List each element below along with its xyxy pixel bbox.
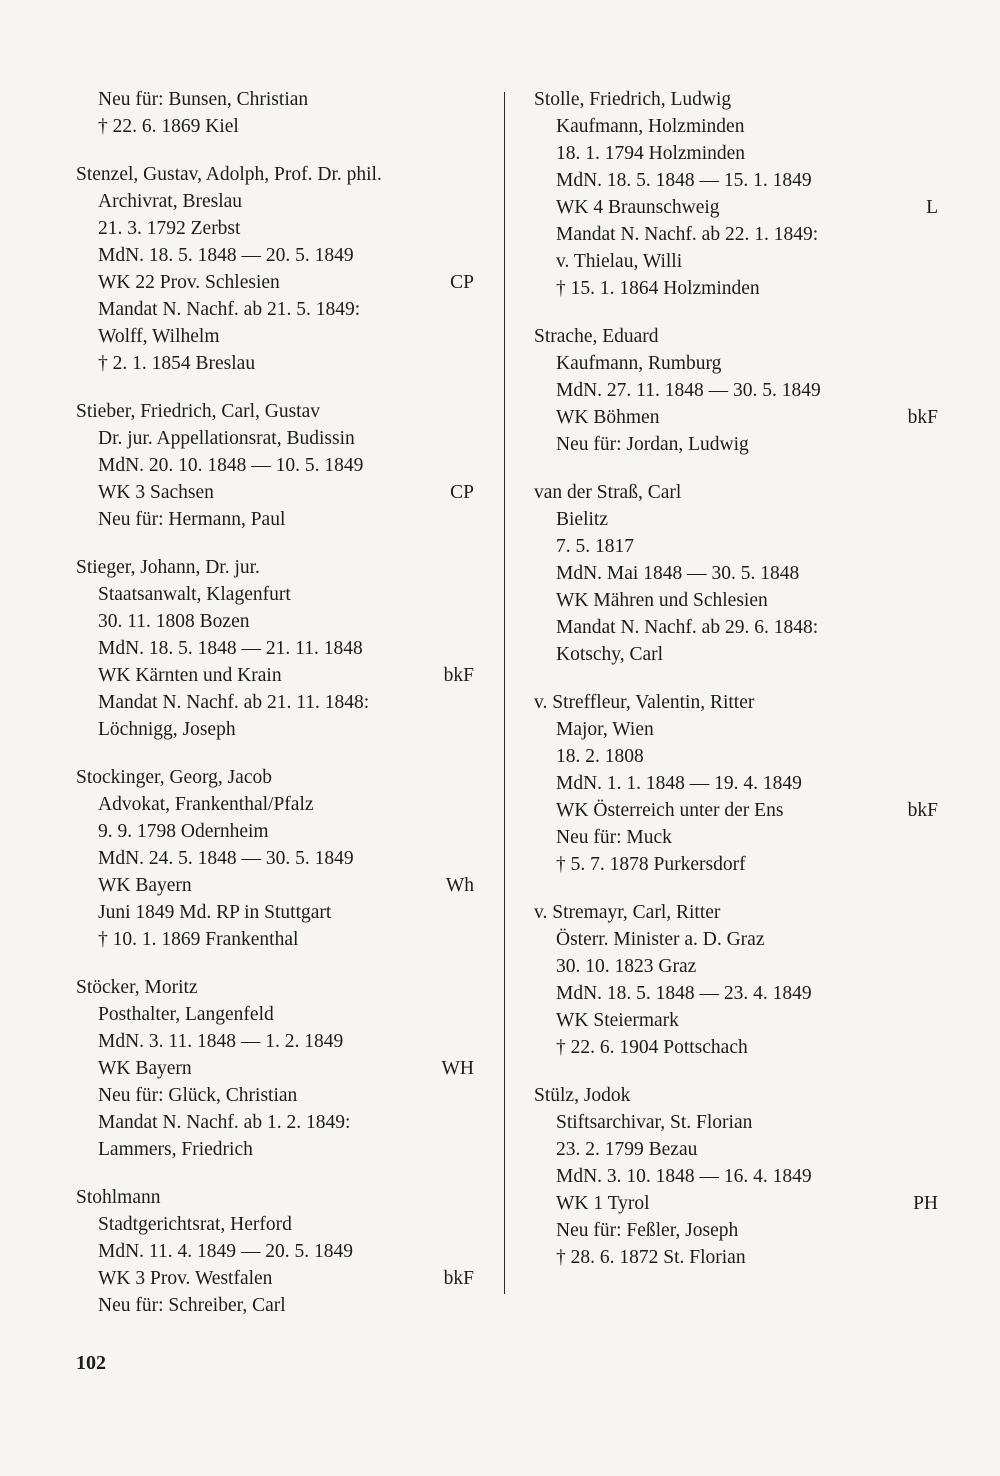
entry-detail-line <box>534 404 938 431</box>
line-text: Neu für: Muck <box>556 827 672 848</box>
line-text: Neu für: Schreiber, Carl <box>98 1295 286 1316</box>
entry-detail-line <box>76 1265 474 1292</box>
entry-detail-line <box>534 350 938 377</box>
entry-detail-line <box>534 1136 938 1163</box>
entry-name-line <box>534 86 938 113</box>
line-text: WK Österreich unter der Ens <box>556 800 784 821</box>
entry-name-line <box>76 554 474 581</box>
entry-detail-line <box>534 1034 938 1061</box>
entry-detail-line <box>534 560 938 587</box>
entry-detail-line <box>534 533 938 560</box>
entry-detail-line <box>534 194 938 221</box>
line-text: Mandat N. Nachf. ab 1. 2. 1849: <box>98 1112 351 1133</box>
entry-detail-line <box>534 1163 938 1190</box>
line-text: MdN. 3. 10. 1848 — 16. 4. 1849 <box>556 1166 812 1187</box>
line-text: Stöcker, Moritz <box>76 977 198 998</box>
line-text: Stieber, Friedrich, Carl, Gustav <box>76 401 320 422</box>
entry <box>76 398 474 533</box>
line-text: 9. 9. 1798 Odernheim <box>98 821 269 842</box>
entry-detail-line <box>534 641 938 668</box>
line-text: Stülz, Jodok <box>534 1085 631 1106</box>
entry-detail-line <box>76 689 474 716</box>
line-text: Neu für: Bunsen, Christian <box>98 89 309 110</box>
entry-detail-line <box>534 743 938 770</box>
entry-detail-line <box>76 1211 474 1238</box>
line-text: 18. 2. 1808 <box>556 746 644 767</box>
entry-detail-line <box>534 167 938 194</box>
entry-name-line <box>534 323 938 350</box>
line-text: Stenzel, Gustav, Adolph, Prof. Dr. phil. <box>76 164 382 185</box>
line-text: Mandat N. Nachf. ab 21. 11. 1848: <box>98 692 370 713</box>
entry-detail-line <box>534 1244 938 1271</box>
line-text: Staatsanwalt, Klagenfurt <box>98 584 291 605</box>
entry-name-line <box>76 398 474 425</box>
entry-detail-line <box>76 1136 474 1163</box>
entry-detail-line <box>76 635 474 662</box>
line-text: Archivrat, Breslau <box>98 191 243 212</box>
line-text: Stohlmann <box>76 1187 161 1208</box>
entry <box>76 161 474 377</box>
line-text: Kaufmann, Holzminden <box>556 116 745 137</box>
line-text: MdN. 11. 4. 1849 — 20. 5. 1849 <box>98 1241 353 1262</box>
line-text: † 2. 1. 1854 Breslau <box>98 353 256 374</box>
line-text: Kaufmann, Rumburg <box>556 353 722 374</box>
line-text: MdN. 20. 10. 1848 — 10. 5. 1849 <box>98 455 364 476</box>
entry-detail-line <box>534 221 938 248</box>
entry-detail-line <box>76 581 474 608</box>
entry <box>76 554 474 743</box>
entry-name-line <box>76 764 474 791</box>
entry-detail-line <box>76 506 474 533</box>
entry <box>534 1082 938 1271</box>
line-text: † 28. 6. 1872 St. Florian <box>556 1247 746 1268</box>
entry-name-line <box>534 1082 938 1109</box>
line-text: MdN. 18. 5. 1848 — 21. 11. 1848 <box>98 638 363 659</box>
line-text: MdN. 18. 5. 1848 — 15. 1. 1849 <box>556 170 812 191</box>
entry-detail-line <box>76 215 474 242</box>
line-text: WK Mähren und Schlesien <box>556 590 768 611</box>
entry-detail-line <box>76 716 474 743</box>
party-code: bkF <box>907 407 938 428</box>
line-text: WK Kärnten und Krain <box>98 665 282 686</box>
entry <box>76 764 474 953</box>
line-text: † 5. 7. 1878 Purkersdorf <box>556 854 746 875</box>
entry-name-line <box>534 479 938 506</box>
line-text: v. Streffleur, Valentin, Ritter <box>534 692 755 713</box>
party-code: WH <box>441 1058 474 1079</box>
entry-detail-line <box>76 1001 474 1028</box>
entry <box>76 86 474 140</box>
line-text: v. Thielau, Willi <box>556 251 683 272</box>
line-text: Neu für: Feßler, Joseph <box>556 1220 739 1241</box>
entry-detail-line <box>534 1217 938 1244</box>
entry-name-line <box>76 1184 474 1211</box>
entry-detail-line <box>534 953 938 980</box>
entry-detail-line <box>76 662 474 689</box>
line-text: Stolle, Friedrich, Ludwig <box>534 89 732 110</box>
entry-detail-line <box>534 275 938 302</box>
entry-detail-line <box>76 1055 474 1082</box>
line-text: Strache, Eduard <box>534 326 659 347</box>
line-text: Stadtgerichtsrat, Herford <box>98 1214 292 1235</box>
entry-detail-line <box>76 926 474 953</box>
party-code: CP <box>450 272 474 293</box>
line-text: 30. 10. 1823 Graz <box>556 956 697 977</box>
party-code: L <box>926 197 938 218</box>
line-text: Mandat N. Nachf. ab 22. 1. 1849: <box>556 224 819 245</box>
line-text: WK Bayern <box>98 875 192 896</box>
line-text: Neu für: Hermann, Paul <box>98 509 286 530</box>
entry-detail-line <box>76 1082 474 1109</box>
line-text: WK Böhmen <box>556 407 660 428</box>
line-text: 21. 3. 1792 Zerbst <box>98 218 241 239</box>
entry <box>76 974 474 1163</box>
entry-detail-line <box>534 113 938 140</box>
entry-detail-line <box>534 797 938 824</box>
entry-name-line <box>76 974 474 1001</box>
line-text: Posthalter, Langenfeld <box>98 1004 274 1025</box>
line-text: van der Straß, Carl <box>534 482 682 503</box>
entry <box>534 323 938 458</box>
entry <box>534 479 938 668</box>
entry-detail-line <box>76 113 474 140</box>
entry-name-line <box>76 161 474 188</box>
entry-name-line <box>534 899 938 926</box>
line-text: 7. 5. 1817 <box>556 536 634 557</box>
line-text: WK Bayern <box>98 1058 192 1079</box>
line-text: WK 22 Prov. Schlesien <box>98 272 280 293</box>
entry-detail-line <box>76 899 474 926</box>
column-divider <box>504 92 505 1294</box>
party-code: Wh <box>445 875 474 896</box>
line-text: Neu für: Jordan, Ludwig <box>556 434 749 455</box>
line-text: MdN. 27. 11. 1848 — 30. 5. 1849 <box>556 380 821 401</box>
line-text: Stieger, Johann, Dr. jur. <box>76 557 260 578</box>
entry-detail-line <box>76 452 474 479</box>
entry-detail-line <box>76 791 474 818</box>
entry-detail-line <box>534 926 938 953</box>
line-text: MdN. 24. 5. 1848 — 30. 5. 1849 <box>98 848 354 869</box>
line-text: † 15. 1. 1864 Holzminden <box>556 278 760 299</box>
entry-detail-line <box>76 425 474 452</box>
entry-detail-line <box>76 242 474 269</box>
entry-detail-line <box>76 608 474 635</box>
line-text: WK 3 Prov. Westfalen <box>98 1268 273 1289</box>
line-text: v. Stremayr, Carl, Ritter <box>534 902 721 923</box>
entry-detail-line <box>534 431 938 458</box>
party-code: bkF <box>443 1268 474 1289</box>
page-number: 102 <box>76 1352 106 1374</box>
line-text: Kotschy, Carl <box>556 644 664 665</box>
entry <box>76 1184 474 1319</box>
entry-detail-line <box>76 323 474 350</box>
party-code: bkF <box>907 800 938 821</box>
line-text: Löchnigg, Joseph <box>98 719 236 740</box>
entry-detail-line <box>76 296 474 323</box>
line-text: MdN. 18. 5. 1848 — 20. 5. 1849 <box>98 245 354 266</box>
line-text: WK 4 Braunschweig <box>556 197 720 218</box>
entry-detail-line <box>534 506 938 533</box>
line-text: Lammers, Friedrich <box>98 1139 253 1160</box>
entry-detail-line <box>76 1292 474 1319</box>
line-text: MdN. 1. 1. 1848 — 19. 4. 1849 <box>556 773 802 794</box>
entry-detail-line <box>76 269 474 296</box>
line-text: Mandat N. Nachf. ab 29. 6. 1848: <box>556 617 819 638</box>
line-text: Juni 1849 Md. RP in Stuttgart <box>98 902 332 923</box>
line-text: MdN. 3. 11. 1848 — 1. 2. 1849 <box>98 1031 344 1052</box>
entry-detail-line <box>534 980 938 1007</box>
entry-detail-line <box>534 1109 938 1136</box>
line-text: Neu für: Glück, Christian <box>98 1085 298 1106</box>
entry-detail-line <box>534 824 938 851</box>
line-text: WK 1 Tyrol <box>556 1193 650 1214</box>
line-text: Dr. jur. Appellationsrat, Budissin <box>98 428 355 449</box>
line-text: † 22. 6. 1869 Kiel <box>98 116 239 137</box>
entry-detail-line <box>534 770 938 797</box>
line-text: Advokat, Frankenthal/Pfalz <box>98 794 314 815</box>
left-column <box>76 86 474 1340</box>
line-text: Mandat N. Nachf. ab 21. 5. 1849: <box>98 299 361 320</box>
entry <box>534 689 938 878</box>
line-text: MdN. Mai 1848 — 30. 5. 1848 <box>556 563 800 584</box>
line-text: MdN. 18. 5. 1848 — 23. 4. 1849 <box>556 983 812 1004</box>
line-text: WK 3 Sachsen <box>98 482 214 503</box>
line-text: † 10. 1. 1869 Frankenthal <box>98 929 299 950</box>
line-text: Wolff, Wilhelm <box>98 326 220 347</box>
entry-detail-line <box>534 248 938 275</box>
entry-detail-line <box>534 1190 938 1217</box>
entry-detail-line <box>534 851 938 878</box>
entry-detail-line <box>76 845 474 872</box>
line-text: Stockinger, Georg, Jacob <box>76 767 272 788</box>
party-code: PH <box>913 1193 938 1214</box>
line-text: † 22. 6. 1904 Pottschach <box>556 1037 748 1058</box>
line-text: WK Steiermark <box>556 1010 679 1031</box>
entry-detail-line <box>76 872 474 899</box>
entry-detail-line <box>76 86 474 113</box>
line-text: 23. 2. 1799 Bezau <box>556 1139 698 1160</box>
entry-detail-line <box>534 614 938 641</box>
entry-detail-line <box>76 1238 474 1265</box>
line-text: Österr. Minister a. D. Graz <box>556 929 765 950</box>
line-text: 18. 1. 1794 Holzminden <box>556 143 746 164</box>
entry-detail-line <box>534 716 938 743</box>
entry <box>534 86 938 302</box>
entry-detail-line <box>76 350 474 377</box>
entry-detail-line <box>534 140 938 167</box>
line-text: Bielitz <box>556 509 608 530</box>
entry <box>534 899 938 1061</box>
entry-detail-line <box>76 479 474 506</box>
entry-detail-line <box>534 377 938 404</box>
entry-detail-line <box>76 1028 474 1055</box>
line-text: 30. 11. 1808 Bozen <box>98 611 250 632</box>
party-code: CP <box>450 482 474 503</box>
entry-detail-line <box>534 587 938 614</box>
entry-name-line <box>534 689 938 716</box>
entry-detail-line <box>76 818 474 845</box>
line-text: Stiftsarchivar, St. Florian <box>556 1112 753 1133</box>
entry-detail-line <box>76 1109 474 1136</box>
right-column <box>534 86 938 1292</box>
entry-detail-line <box>76 188 474 215</box>
entry-detail-line <box>534 1007 938 1034</box>
line-text: Major, Wien <box>556 719 654 740</box>
party-code: bkF <box>443 665 474 686</box>
